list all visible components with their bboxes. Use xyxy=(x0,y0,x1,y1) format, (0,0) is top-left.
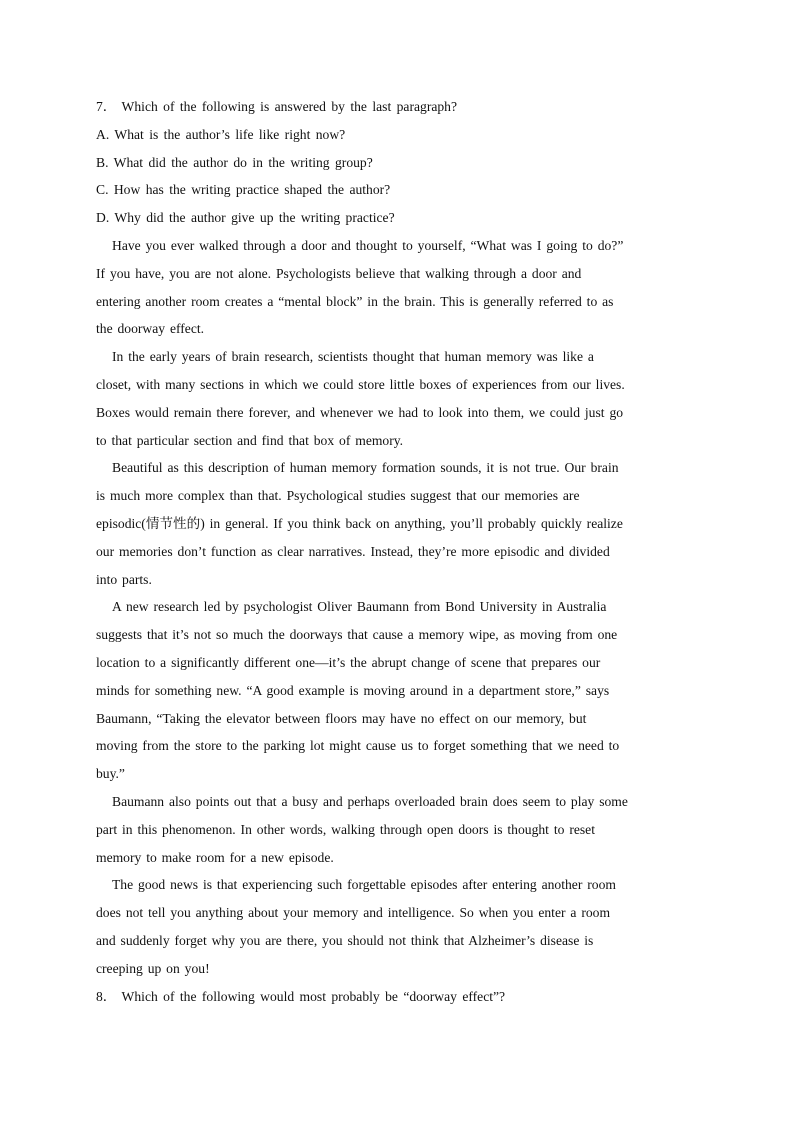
paragraph-line: In the early years of brain research, scientists thought that human memory was like a xyxy=(112,349,594,365)
paragraph-line: entering another room creates a “mental block” in the brain. This is generally referred to as xyxy=(96,293,614,309)
passage-paragraph-1 xyxy=(96,232,698,343)
question-7 xyxy=(96,93,698,232)
paragraph-line: episodic(情节性的) in general. If you think back on anything, you’ll probably quickly realize xyxy=(96,515,623,531)
question-7-option-b: B. What did the author do in the writing group? xyxy=(96,154,373,170)
paragraph-line: minds for something new. “A good example is moving around in a department store,” says xyxy=(96,682,610,698)
passage-paragraph-2 xyxy=(96,343,698,454)
paragraph-line: does not tell you anything about your memory and intelligence. So when you enter a room xyxy=(96,905,611,921)
question-8-stem: 8． Which of the following would most probably be “doorway effect”? xyxy=(96,988,506,1004)
paragraph-line: Baumann, “Taking the elevator between floors may have no effect on our memory, but xyxy=(96,710,587,726)
paragraph-line: Baumann also points out that a busy and perhaps overloaded brain does seem to play some xyxy=(112,793,628,809)
paragraph-line: to that particular section and find that box of memory. xyxy=(96,432,404,448)
paragraph-line: Have you ever walked through a door and thought to yourself, “What was I going to do?” xyxy=(112,237,624,253)
passage-paragraph-5 xyxy=(96,788,698,871)
paragraph-line: memory to make room for a new episode. xyxy=(96,849,334,865)
passage-paragraph-3 xyxy=(96,454,698,593)
paragraph-line: Beautiful as this description of human memory formation sounds, it is not true. Our brain xyxy=(112,460,619,476)
paragraph-line: the doorway effect. xyxy=(96,321,205,337)
question-7-option-a: A. What is the author’s life like right now? xyxy=(96,126,346,142)
question-7-option-c: C. How has the writing practice shaped the author? xyxy=(96,182,391,198)
paragraph-line: A new research led by psychologist Oliver Baumann from Bond University in Australia xyxy=(112,599,607,615)
question-7-option-d: D. Why did the author give up the writing practice? xyxy=(96,210,395,226)
paragraph-line: suggests that it’s not so much the doorways that cause a memory wipe, as moving from one xyxy=(96,627,618,643)
paragraph-line: closet, with many sections in which we could store little boxes of experiences from our lives. xyxy=(96,376,625,392)
paragraph-line: Boxes would remain there forever, and whenever we had to look into them, we could just go xyxy=(96,404,624,420)
paragraph-line: creeping up on you! xyxy=(96,960,210,976)
question-7-stem: 7． Which of the following is answered by the last paragraph? xyxy=(96,99,458,114)
paragraph-line: The good news is that experiencing such forgettable episodes after entering another room xyxy=(112,877,616,893)
paragraph-line: If you have, you are not alone. Psychologists believe that walking through a door and xyxy=(96,265,582,281)
paragraph-line: our memories don’t function as clear narratives. Instead, they’re more episodic and divided xyxy=(96,543,610,559)
paragraph-line: is much more complex than that. Psychological studies suggest that our memories are xyxy=(96,488,580,504)
passage-paragraph-6 xyxy=(96,871,698,982)
passage-paragraph-4 xyxy=(96,593,698,788)
paragraph-line: buy.” xyxy=(96,766,125,782)
paragraph-line: moving from the store to the parking lot might cause us to forget something that we need to xyxy=(96,738,620,754)
paragraph-line: location to a significantly different one—it’s the abrupt change of scene that prepares our xyxy=(96,654,601,670)
paragraph-line: and suddenly forget why you are there, you should not think that Alzheimer’s disease is xyxy=(96,932,594,948)
paragraph-line: part in this phenomenon. In other words, walking through open doors is thought to reset xyxy=(96,821,595,837)
question-8 xyxy=(96,983,698,1011)
document-page xyxy=(96,93,698,1010)
paragraph-line: into parts. xyxy=(96,571,152,587)
reading-passage xyxy=(96,232,698,983)
